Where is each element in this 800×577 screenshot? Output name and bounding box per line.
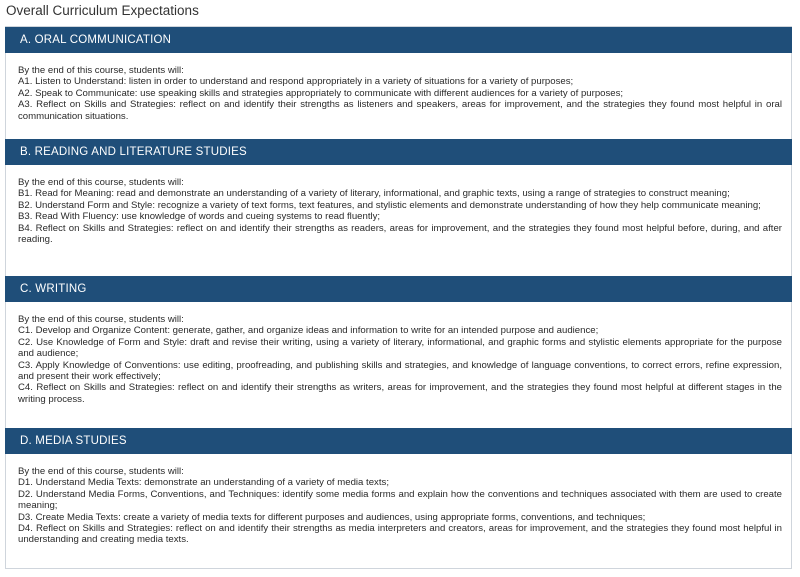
section-media-studies [5, 428, 792, 546]
section-intro: By the end of this course, students will: [18, 466, 184, 477]
expectation-d4: D4. Reflect on Skills and Strategies: reflect on and identify their strengths as media interpreters and creators, areas for improvement, and the strategies they found most helpful in understanding and creating media texts. [18, 523, 782, 546]
expectation-d2: D2. Understand Media Forms, Conventions, and Techniques: identify some media forms and explain how the conventions and techniques associated with them are used to create meaning; [18, 488, 782, 512]
expectation-b3: B3. Read With Fluency: use knowledge of words and cueing systems to read fluently; [18, 211, 381, 223]
expectation-a1: A1. Listen to Understand: listen in order to understand and respond appropriately in a variety of situations for a variety of purposes; [18, 76, 574, 88]
expectation-a3: A3. Reflect on Skills and Strategies: reflect on and identify their strengths as listeners and speakers, areas for improvement, and the strategies they found most helpful in oral communication situations. [18, 99, 782, 122]
section-intro: By the end of this course, students will: [18, 314, 184, 325]
section-header-writing: C. WRITING [5, 276, 792, 302]
section-reading-literature [5, 139, 792, 245]
section-writing [5, 276, 792, 405]
section-intro: By the end of this course, students will: [18, 177, 184, 188]
section-header-reading-literature: B. READING AND LITERATURE STUDIES [5, 139, 792, 165]
expectation-d3: D3. Create Media Texts: create a variety of media texts for different purposes and audiences, using appropriate forms, conventions, and techniques; [18, 511, 646, 523]
section-oral-communication [5, 27, 792, 122]
expectation-a2: A2. Speak to Communicate: use speaking skills and strategies appropriately to communicate with different audiences for a variety of purposes; [18, 87, 624, 99]
page-title: Overall Curriculum Expectations [6, 3, 199, 18]
expectation-b2: B2. Understand Form and Style: recognize a variety of text forms, text features, and stylistic elements and demonstrate understanding of how they help communicate meaning; [18, 199, 761, 211]
section-body-writing [5, 302, 792, 405]
expectation-c4: C4. Reflect on Skills and Strategies: reflect on and identify their strengths as writers, areas for improvement, and the strategies they found most helpful at different stages in the writing process. [18, 382, 782, 405]
section-body-media-studies [5, 454, 792, 546]
expectation-c1: C1. Develop and Organize Content: generate, gather, and organize ideas and information to write for an intended purpose and audience; [18, 325, 599, 337]
section-intro: By the end of this course, students will: [18, 65, 184, 76]
section-body-reading-literature [5, 165, 792, 245]
section-header-media-studies: D. MEDIA STUDIES [5, 428, 792, 454]
expectation-c2: C2. Use Knowledge of Form and Style: draft and revise their writing, using a variety of literary, informational, and graphic forms and stylistic elements appropriate for the purpose and audience; [18, 336, 782, 360]
expectation-b1: B1. Read for Meaning: read and demonstrate an understanding of a variety of literary, informational, and graphic texts, using a range of strategies to construct meaning; [18, 188, 730, 200]
section-body-oral-communication [5, 53, 792, 122]
expectation-c3: C3. Apply Knowledge of Conventions: use editing, proofreading, and publishing skills and strategies, and knowledge of language conventions, to correct errors, refine expression, and present their work effectively; [18, 359, 782, 383]
expectation-b4: B4. Reflect on Skills and Strategies: reflect on and identify their strengths as readers, areas for improvement, and the strategies they found most helpful before, during, and after reading. [18, 222, 782, 246]
section-header-oral-communication: A. ORAL COMMUNICATION [5, 27, 792, 53]
expectation-d1: D1. Understand Media Texts: demonstrate an understanding of a variety of media texts; [18, 477, 389, 489]
